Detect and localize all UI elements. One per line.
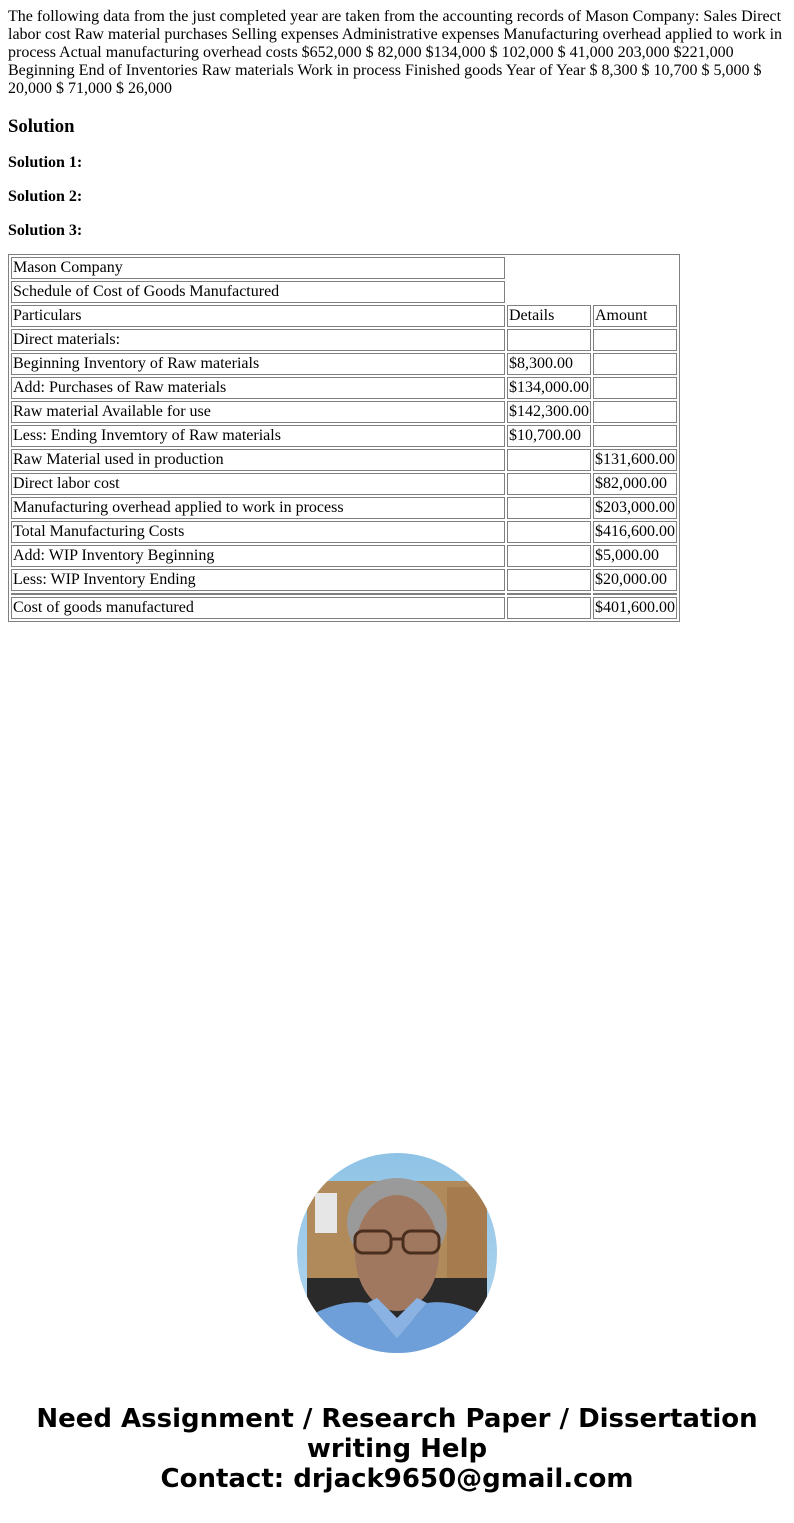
table-row — [11, 377, 677, 399]
cost-of-goods-manufactured-table — [8, 254, 680, 622]
promo-contact: Contact: drjack9650@gmail.com — [160, 1464, 634, 1494]
solution-1-heading: Solution 1: — [8, 154, 83, 171]
header-amount: Amount — [593, 305, 677, 327]
particular-cell: Direct labor cost — [11, 473, 505, 495]
amount-cell — [593, 353, 677, 375]
schedule-title-cell: Schedule of Cost of Goods Manufactured — [11, 281, 505, 303]
amount-cell: $203,000.00 — [593, 497, 677, 519]
details-cell — [507, 545, 591, 567]
particular-cell: Add: WIP Inventory Beginning — [11, 545, 505, 567]
table-row — [11, 425, 677, 447]
total-amount-cell: $401,600.00 — [593, 597, 677, 619]
table-row — [11, 545, 677, 567]
details-cell — [507, 473, 591, 495]
details-cell: $10,700.00 — [507, 425, 591, 447]
promo-line-1: Need Assignment / Research Paper / Dissertation — [36, 1404, 758, 1434]
author-avatar — [297, 1153, 497, 1353]
separator-cell — [507, 593, 591, 595]
particular-cell: Add: Purchases of Raw materials — [11, 377, 505, 399]
header-details: Details — [507, 305, 591, 327]
table-row — [11, 353, 677, 375]
particular-cell: Beginning Inventory of Raw materials — [11, 353, 505, 375]
details-cell — [507, 497, 591, 519]
amount-cell — [593, 329, 677, 351]
details-cell — [507, 449, 591, 471]
promo-line-2: writing Help — [306, 1434, 488, 1464]
total-row — [11, 597, 677, 619]
particular-cell: Less: WIP Inventory Ending — [11, 569, 505, 591]
amount-cell: $82,000.00 — [593, 473, 677, 495]
details-cell — [507, 329, 591, 351]
amount-cell: $416,600.00 — [593, 521, 677, 543]
table-row — [11, 473, 677, 495]
question-text: The following data from the just completed year are taken from the accounting records of Mason Company: Sales Direct labor cost Raw material purchases Selling expenses Administrative expenses Manufacturing overhead applied to work in process Actual manufacturing overhead costs $652,000 $ 82,000 $134,000 $ 102,000 $ 41,000 203,000 $221,000 Beginning End of Inventories Raw materials Work in process Finished goods Year of Year $ 8,300 $ 10,700 $ 5,000 $ 20,000 $ 71,000 $ 26,000 — [8, 8, 783, 97]
particular-cell: Less: Ending Invemtory of Raw materials — [11, 425, 505, 447]
separator-row — [11, 593, 677, 595]
promo-banner — [0, 1404, 794, 1494]
solution-3-heading: Solution 3: — [8, 222, 83, 239]
amount-cell: $5,000.00 — [593, 545, 677, 567]
details-cell: $134,000.00 — [507, 377, 591, 399]
particular-cell: Direct materials: — [11, 329, 505, 351]
total-details-cell — [507, 597, 591, 619]
company-row — [11, 257, 677, 279]
separator-cell — [11, 593, 505, 595]
table-row — [11, 569, 677, 591]
table-row — [11, 521, 677, 543]
solution-heading: Solution — [8, 116, 75, 137]
amount-cell: $131,600.00 — [593, 449, 677, 471]
details-cell: $8,300.00 — [507, 353, 591, 375]
table-row — [11, 401, 677, 423]
page-content — [0, 0, 794, 622]
amount-cell — [593, 401, 677, 423]
particular-cell: Raw Material used in production — [11, 449, 505, 471]
table-row — [11, 329, 677, 351]
table-row — [11, 497, 677, 519]
particular-cell: Manufacturing overhead applied to work in process — [11, 497, 505, 519]
header-row — [11, 305, 677, 327]
table-row — [11, 449, 677, 471]
solution-2-heading: Solution 2: — [8, 188, 83, 205]
details-cell: $142,300.00 — [507, 401, 591, 423]
details-cell — [507, 569, 591, 591]
particular-cell: Total Manufacturing Costs — [11, 521, 505, 543]
amount-cell: $20,000.00 — [593, 569, 677, 591]
total-particular-cell: Cost of goods manufactured — [11, 597, 505, 619]
particular-cell: Raw material Available for use — [11, 401, 505, 423]
amount-cell — [593, 425, 677, 447]
details-cell — [507, 521, 591, 543]
separator-cell — [593, 593, 677, 595]
header-particulars: Particulars — [11, 305, 505, 327]
empty-header-space — [507, 257, 677, 303]
author-photo-icon — [297, 1153, 497, 1353]
amount-cell — [593, 377, 677, 399]
company-name-cell: Mason Company — [11, 257, 505, 279]
